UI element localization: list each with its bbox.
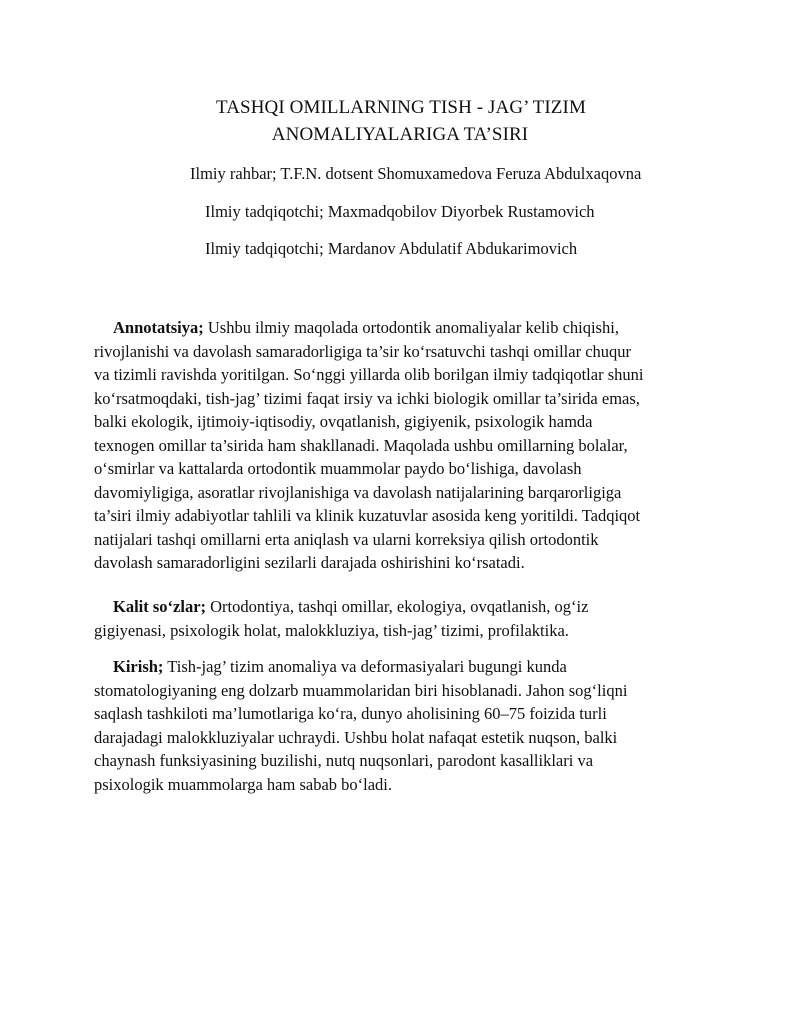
abstract-line: ko‘rsatmoqdaki, tish-jag’ tizimi faqat irsiy va ichki biologik omillar ta’sirida emas, (94, 388, 640, 408)
abstract-paragraph (94, 316, 712, 575)
abstract-line: balki ekologik, ijtimoiy-iqtisodiy, ovqatlanish, gigiyenik, psixologik hamda (94, 412, 593, 431)
introduction-line: darajadagi malokkluziyalar uchraydi. Ushbu holat nafaqat estetik nuqson, balki (94, 727, 618, 747)
abstract-line: ta’siri ilmiy adabiyotlar tahlili va klinik kuzatuvlar asosida keng yoritildi. Tadqiqot (94, 506, 641, 525)
abstract-heading: Annotatsiya; (113, 318, 204, 337)
introduction-line: psixologik muammolarga ham sabab bo‘ladi. (94, 774, 393, 794)
introduction-line: stomatologiyaning eng dolzarb muammolaridan biri hisoblanadi. Jahon sog‘liqni (94, 680, 628, 700)
paper-title (0, 94, 800, 148)
introduction-line: Kirish; Tish-jag’ tizim anomaliya va deformasiyalari bugungi kunda (113, 657, 567, 676)
abstract-line: Annotatsiya; Ushbu ilmiy maqolada ortodontik anomaliyalar kelib chiqishi, (113, 318, 619, 337)
paper-title-line-1: TASHQI OMILLARNING TISH - JAG’ TIZIM (216, 97, 586, 118)
author-researcher-2: Ilmiy tadqiqotchi; Mardanov Abdulatif Abdukarimovich (205, 239, 578, 258)
author-researcher-1: Ilmiy tadqiqotchi; Maxmadqobilov Diyorbek Rustamovich (205, 202, 595, 221)
author-supervisor: Ilmiy rahbar; T.F.N. dotsent Shomuxamedova Feruza Abdulxaqovna (190, 164, 642, 183)
abstract-line: rivojlanishi va davolash samaradorligiga ta’sir ko‘rsatuvchi tashqi omillar chuqur (94, 341, 632, 361)
abstract-line: o‘smirlar va kattalarda ortodontik muammolar paydo bo‘lishiga, davolash (94, 459, 582, 478)
abstract-line: davomiyligiga, asoratlar rivojlanishiga va davolash natijalarining barqarorligiga (94, 482, 622, 502)
introduction-heading: Kirish; (113, 657, 164, 676)
paper-title-line-2: ANOMALIYALARIGA TA’SIRI (271, 124, 529, 145)
introduction-line: saqlash tashkiloti ma’lumotlariga ko‘ra, dunyo aholisining 60–75 foizida turli (94, 704, 607, 723)
introduction-paragraph (94, 655, 712, 796)
keywords-line: gigiyenasi, psixologik holat, malokkluziya, tish-jag’ tizimi, profilaktika. (94, 620, 569, 640)
abstract-line: davolash samaradorligini sezilarli darajada oshirishini ko‘rsatadi. (94, 553, 525, 572)
abstract-line: va tizimli ravishda yoritilgan. So‘nggi yillarda olib borilgan ilmiy tadqiqotlar shuni (94, 365, 644, 384)
abstract-line: natijalari tashqi omillarni erta aniqlash va ularni korreksiya qilish ortodontik (94, 529, 599, 549)
keywords-line: Kalit so‘zlar; Ortodontiya, tashqi omillar, ekologiya, ovqatlanish, og‘iz (113, 597, 589, 616)
abstract-line: texnogen omillar ta’sirida ham shakllanadi. Maqolada ushbu omillarning bolalar, (94, 435, 628, 455)
keywords-paragraph (94, 595, 712, 642)
keywords-heading: Kalit so‘zlar; (113, 597, 207, 616)
introduction-line: chaynash funksiyasining buzilishi, nutq nuqsonlari, parodont kasalliklari va (94, 751, 594, 770)
